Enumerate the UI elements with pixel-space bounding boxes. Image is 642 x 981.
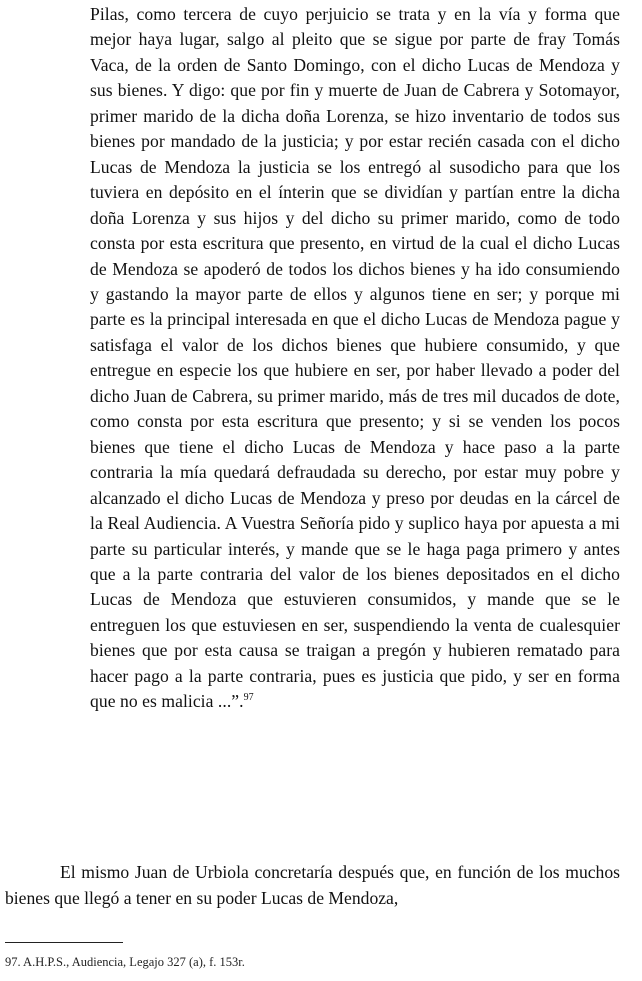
footnote-reference[interactable]: 97 [243,692,254,704]
block-quote [90,2,620,715]
footnote: 97. A.H.P.S., Audiencia, Legajo 327 (a), f. 153r. [5,955,245,969]
footnote-divider [5,942,123,943]
block-quote-text: Pilas, como tercera de cuyo perjuicio se trata y en la vía y forma que mejor haya lugar, salgo al pleito que se sigue por parte de fray Tomás Vaca, de la orden de Santo Domingo, con el dicho Lucas de Mendoza y sus bienes. Y digo: que por fin y muerte de Juan de Cabrera y Sotomayor, primer marido de la dicha doña Lorenza, se hizo inventario de todos sus bienes por mandado de la justicia; y por estar recién casada con el dicho Lucas de Mendoza la justicia se los entregó al susodicho para que los tuviera en depósito en el ínterin que se dividían y partían entre la dicha doña Lorenza y sus hijos y del dicho su primer marido, como de todo consta por esta escritura que presento, en virtud de la cual el dicho Lucas de Mendoza se apoderó de todos los dichos bienes y ha ido consumiendo y gastando la mayor parte de ellos y algunos tiene en ser; y porque mi parte es la principal interesada en que el dicho Lucas de Mendoza pague y satisfaga el valor de los dichos bienes que hubiere consumido, y que entregue en especie los que hubiere en ser, por haber llevado a poder del dicho Juan de Cabrera, su primer marido, más de tres mil ducados de dote, como consta por esta escritura que presento; y si se venden los pocos bienes que tiene el dicho Lucas de Mendoza y hace paso a la parte contraria la mía quedará defraudada su derecho, por estar muy pobre y alcanzado el dicho Lucas de Mendoza y preso por deudas en la cárcel de la Real Audiencia. A Vuestra Señoría pido y suplico haya por apuesta a mi parte su particular interés, y mande que se le haga paga primero y antes que a la parte contraria del valor de los bienes depositados en el dicho Lucas de Mendoza que estuvieren consumidos, y mande que se le entreguen los que estuviesen en ser, suspendiendo la venta de cualesquier bienes que por esta causa se traigan a pregón y hubieren rematado para hacer pago a la parte contraria, pues es justicia que pido, y ser en forma que no es malicia ...”. [90,4,620,712]
body-paragraph: El mismo Juan de Urbiola concretaría después que, en función de los muchos bienes que llegó a tener en su poder Lucas de Mendoza, [5,862,620,908]
